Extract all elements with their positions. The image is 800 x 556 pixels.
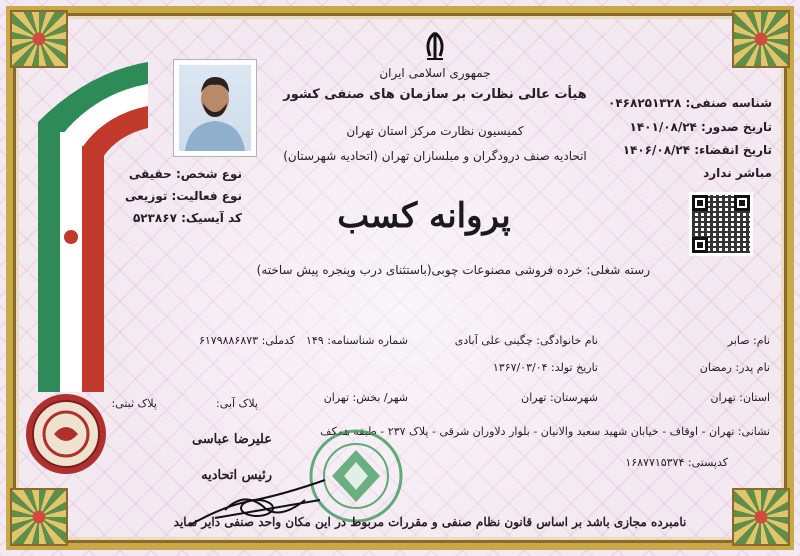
postal-code: کدپستی: ۱۶۸۷۷۱۵۳۷۴ [625, 456, 728, 469]
id-number: شماره شناسنامه: ۱۴۹ [305, 334, 408, 347]
holder-photo [173, 59, 257, 157]
republic-text: جمهوری اسلامی ایران [379, 66, 491, 80]
first-name: نام: صابر [727, 334, 770, 347]
business-field: رسته شغلی: خرده فروشی مصنوعات چوبی(باستثنای درب وپنجره پیش ساخته) [256, 263, 650, 277]
commission-text: کمیسیون نظارت مرکز استان تهران [346, 124, 524, 138]
page-title: پروانه کسب [337, 196, 511, 236]
county: شهرستان: تهران [521, 391, 598, 404]
qr-code [689, 192, 753, 256]
agent-status: مباشر ندارد [703, 166, 772, 180]
signer-name: علیرضا عباسی [191, 432, 272, 447]
person-type: نوع شخص: حقیقی [128, 167, 242, 181]
expiry-date: تاریخ انقضاء: ۱۴۰۶/۰۸/۲۴ [622, 143, 772, 157]
guild-id: شناسه صنفی: ۰۴۶۸۲۵۱۳۲۸ [608, 96, 772, 110]
father-name: نام پدر: رمضان [699, 361, 770, 374]
union-text: اتحادیه صنف درودگران و مبلسازان تهران (اتحادیه شهرستان) [283, 149, 587, 163]
activity-type: نوع فعالیت: توزیعی [125, 189, 242, 203]
issue-date: تاریخ صدور: ۱۴۰۱/۰۸/۲۴ [629, 120, 772, 134]
province: استان: تهران [710, 391, 770, 404]
ministry-seal-icon [24, 392, 108, 476]
registry-plate: پلاک ثبتی: [111, 397, 157, 410]
isic-code: کد آیسیک: ۵۲۳۸۶۷ [132, 211, 242, 225]
blue-plate: پلاک آبی: [216, 397, 258, 410]
corner-ornament [732, 10, 790, 68]
city: شهر/ بخش: تهران [323, 391, 408, 404]
board-text: هیأت عالی نظارت بر سازمان های صنفی کشور [283, 87, 587, 102]
signer-title: رئیس اتحادیه [201, 468, 272, 483]
person-photo-icon [179, 65, 251, 151]
birth-date: تاریخ تولد: ۱۳۶۷/۰۳/۰۴ [492, 361, 598, 374]
iran-emblem-icon [418, 30, 452, 62]
national-code: کدملی: ۶۱۷۹۸۸۶۸۷۳ [198, 334, 295, 347]
corner-ornament [10, 10, 68, 68]
footer-note: نامبرده مجازی باشد بر اساس قانون نظام صنفی و مقررات مربوط در این مکان واحد صنفی دایر نماید [173, 515, 687, 529]
last-name: نام خانوادگی: چگینی علی آبادی [454, 334, 598, 347]
address: نشانی: تهران - اوقاف - خیابان شهید سعید والانیان - بلوار دلاوران شرقی - پلاک ۲۳۷ - طبقه همکف [320, 425, 770, 438]
